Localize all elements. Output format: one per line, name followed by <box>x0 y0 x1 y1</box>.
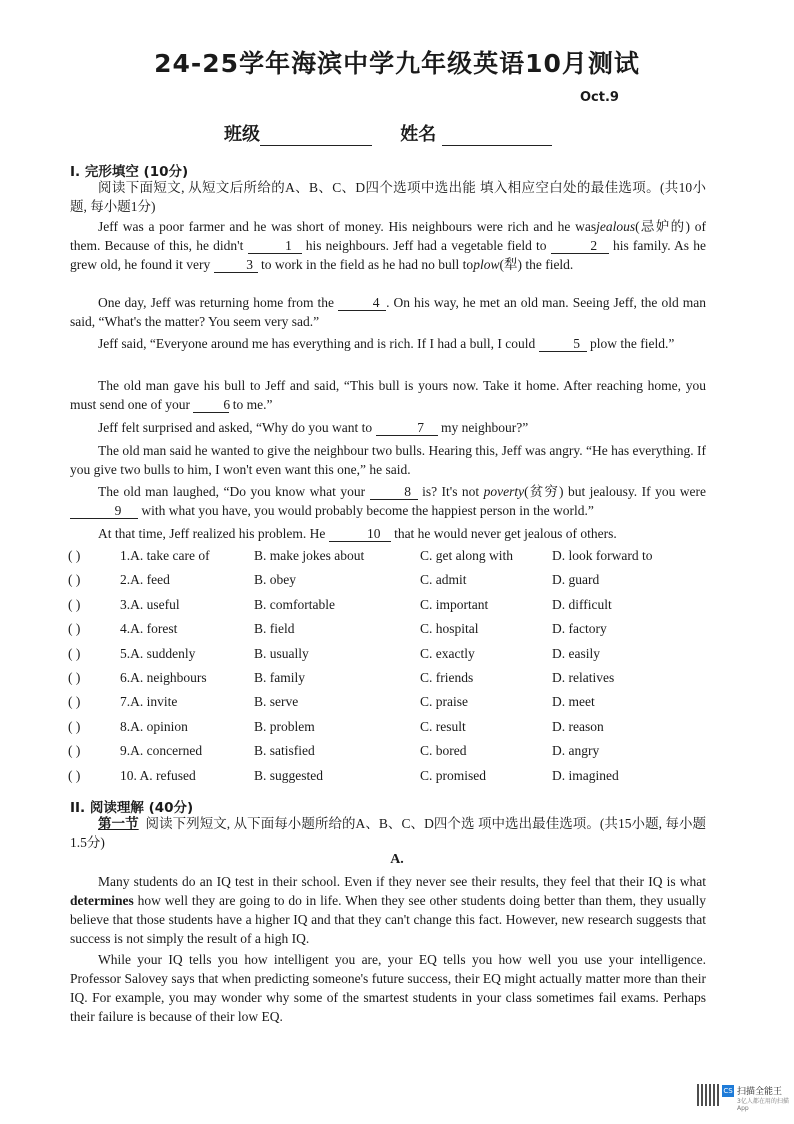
option-d[interactable]: D. angry <box>552 743 600 759</box>
option-a[interactable]: 2.A. feed <box>120 572 170 588</box>
option-c[interactable]: C. important <box>420 596 489 612</box>
option-c[interactable]: C. result <box>420 718 466 734</box>
option-c[interactable]: C. admit <box>420 572 467 588</box>
scanner-subtitle: 3亿人都在用的扫描App <box>737 1098 789 1112</box>
section1-instructions: 阅读下面短文, 从短文后所给的A、B、C、D四个选项中选出能 填入相应空白处的最佳选项。(共10小题, 每小题1分) <box>70 180 706 214</box>
option-b[interactable]: B. field <box>254 621 295 637</box>
option-c[interactable]: C. praise <box>420 694 468 710</box>
scanner-badge-icon: CS <box>723 1087 733 1095</box>
option-c[interactable]: C. exactly <box>420 645 475 661</box>
option-a[interactable]: 10. A. refused <box>120 767 196 783</box>
option-c[interactable]: C. friends <box>420 669 474 685</box>
answer-bracket[interactable]: ( ) <box>68 743 81 759</box>
option-d[interactable]: D. easily <box>552 645 600 661</box>
option-d[interactable]: D. reason <box>552 718 604 734</box>
blank-8[interactable]: 8 <box>370 485 418 500</box>
answer-bracket[interactable]: ( ) <box>68 767 81 783</box>
section2-instructions: 第一节 阅读下列短文, 从下面每小题所给的A、B、C、D四个选 项中选出最佳选项。(共15小题, 每小题1.5分) <box>70 816 707 850</box>
reading-paragraph-2: While your IQ tells you how intelligent you are, your EQ tells you how well you use your intelligence. Professor Salovey says that when predicting someone's future success, their EQ might actually matter more than their IQ. For example, you may wonder why some of the smartest students in your class sometimes fail exams. Perhaps their failure is because of their low EQ. <box>70 952 706 1024</box>
option-d[interactable]: D. imagined <box>552 767 619 783</box>
option-b[interactable]: B. make jokes about <box>254 548 365 563</box>
option-c[interactable]: C. bored <box>420 743 467 759</box>
section1-heading: I. 完形填空 (10分) <box>70 164 189 180</box>
option-b[interactable]: B. obey <box>254 572 296 588</box>
name-field[interactable] <box>442 127 552 146</box>
answer-bracket[interactable]: ( ) <box>68 572 81 588</box>
option-d[interactable]: D. guard <box>552 572 600 588</box>
answer-bracket[interactable]: ( ) <box>68 669 81 685</box>
option-a[interactable]: 3.A. useful <box>120 596 180 612</box>
option-b[interactable]: B. suggested <box>254 767 323 783</box>
answer-bracket[interactable]: ( ) <box>68 645 81 661</box>
answer-bracket[interactable]: ( ) <box>68 621 81 637</box>
option-a[interactable]: 5.A. suddenly <box>120 645 196 661</box>
option-a[interactable]: 9.A. concerned <box>120 743 203 759</box>
answer-bracket[interactable]: ( ) <box>68 694 81 710</box>
student-info-row <box>224 120 552 146</box>
option-b[interactable]: B. family <box>254 669 305 685</box>
option-a[interactable]: 1.A. take care of <box>120 548 210 563</box>
option-a[interactable]: 6.A. neighbours <box>120 669 207 685</box>
option-d[interactable]: D. difficult <box>552 596 612 612</box>
option-b[interactable]: B. serve <box>254 694 299 710</box>
part-label: 第一节 <box>98 816 139 831</box>
passage-paragraph-3: Jeff said, “Everyone around me has everything and is rich. If I had a bull, I could 5 plow the field.” <box>98 336 675 351</box>
blank-7[interactable]: 7 <box>376 421 438 436</box>
answer-bracket[interactable]: ( ) <box>68 596 81 612</box>
blank-9[interactable]: 9 <box>70 504 138 519</box>
page-title: 24-25学年海滨中学九年级英语10月测试 <box>154 49 640 78</box>
option-d[interactable]: D. factory <box>552 621 607 637</box>
class-label: 班级 <box>224 124 260 145</box>
passage-paragraph-2: One day, Jeff was returning home from the 4 . On his way, he met an old man. Seeing Jeff, the old man said, “What's the matter? You seem very sad.” <box>70 295 707 329</box>
option-c[interactable]: C. hospital <box>420 621 479 637</box>
reading-paragraph-1: Many students do an IQ test in their school. Even if they never see their results, they feel that their IQ is what determines how well they are going to do in life. When they see other students doing better than them, they usually believe that those students have a higher IQ and that they can't change this fact. However, new research suggests that success is not simply the result of a high IQ. <box>70 874 707 946</box>
option-d[interactable]: D. look forward to <box>552 548 653 563</box>
option-a[interactable]: 4.A. forest <box>120 621 178 637</box>
passage-paragraph-7: The old man laughed, “Do you know what your 8 is? It's not poverty(贫穷) but jealousy. If you were 9 with what you have, you would probably become the happiest person in the world.” <box>70 482 706 520</box>
option-b[interactable]: B. usually <box>254 645 309 661</box>
passage-paragraph-4: The old man gave his bull to Jeff and said, “This bull is yours now. Take it home. After reaching home, you must send one of your 6 to me.” <box>70 378 706 412</box>
option-b[interactable]: B. problem <box>254 718 315 734</box>
blank-3[interactable]: 3 <box>214 258 258 273</box>
blank-1[interactable]: 1 <box>248 239 302 254</box>
qr-code <box>697 1084 719 1106</box>
option-b[interactable]: B. comfortable <box>254 596 335 612</box>
option-d[interactable]: D. relatives <box>552 669 615 685</box>
test-date: Oct.9 <box>580 90 619 105</box>
passage-paragraph-5: Jeff felt surprised and asked, “Why do you want to 7 my neighbour?” <box>98 420 529 435</box>
option-a[interactable]: 7.A. invite <box>120 694 178 710</box>
blank-4[interactable]: 4 <box>338 296 386 311</box>
blank-10[interactable]: 10 <box>329 527 391 542</box>
option-c[interactable]: C. get along with <box>420 548 513 563</box>
option-d[interactable]: D. meet <box>552 694 595 710</box>
section2-heading: II. 阅读理解 (40分) <box>70 800 194 816</box>
answer-bracket[interactable]: ( ) <box>68 548 81 563</box>
name-label: 姓名 <box>400 124 437 145</box>
option-c[interactable]: C. promised <box>420 767 486 783</box>
passage-paragraph-8: At that time, Jeff realized his problem. He 10 that he would never get jealous of others. <box>98 526 617 541</box>
passage-a-label: A. <box>390 852 404 867</box>
class-field[interactable] <box>260 127 372 146</box>
blank-5[interactable]: 5 <box>539 337 587 352</box>
answer-bracket[interactable]: ( ) <box>68 718 81 734</box>
passage-paragraph-1: Jeff was a poor farmer and he was short of money. His neighbours were rich and he wasjealous(忌妒的) of them. Because of this, he didn't 1 his neighbours. Jeff had a vegetable field to 2 his family. As he grew old, he found it very 3 to work in the field as he had no bull toplow(犁) the field. <box>70 219 706 272</box>
passage-paragraph-6: The old man said he wanted to give the neighbour two bulls. Hearing this, Jeff was angry. “He has everything. If you give two bulls to him, I won't even want this one,” he said. <box>70 443 706 477</box>
blank-2[interactable]: 2 <box>551 239 609 254</box>
option-a[interactable]: 8.A. opinion <box>120 718 188 734</box>
blank-6[interactable]: 6 <box>193 398 229 413</box>
scanner-name: 扫描全能王 <box>737 1087 783 1097</box>
option-b[interactable]: B. satisfied <box>254 743 315 759</box>
